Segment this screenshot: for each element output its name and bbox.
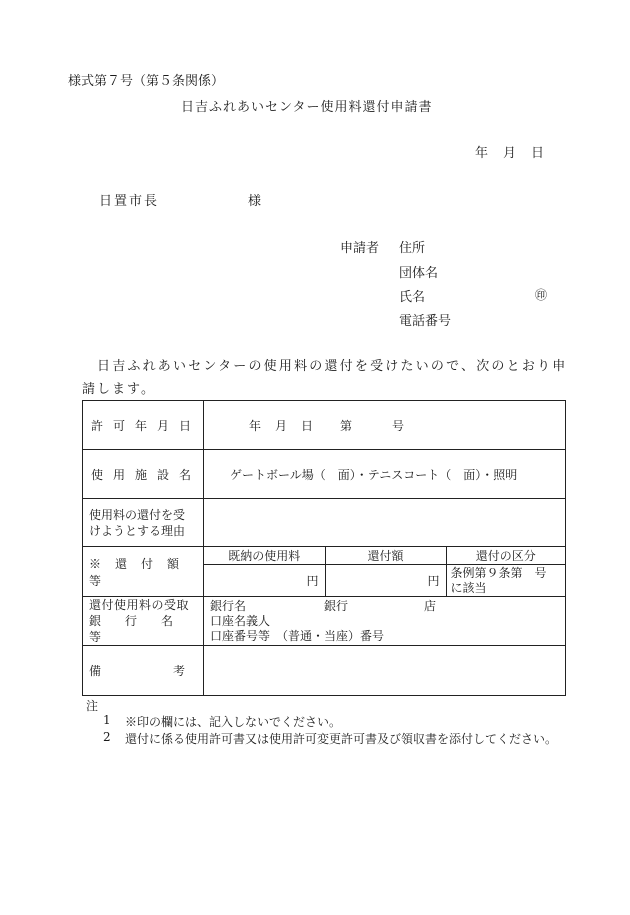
application-table: [82, 400, 566, 696]
note2-text: 還付に係る使用許可書又は使用許可変更許可書及び領収書を添付してください。: [125, 732, 558, 746]
body-text-line1: 日吉ふれあいセンターの使用料の還付を受けたいので、次のとおり申: [97, 359, 568, 374]
permit-date-field[interactable]: 年 月 日 第 号: [204, 401, 566, 450]
note2-number: 2: [103, 730, 111, 744]
category-line2: に該当: [450, 580, 487, 595]
seal-mark: ㊞: [535, 288, 548, 302]
applicant-address-label: 住所: [399, 241, 426, 256]
bank-label-line2: 銀 行 名 等: [89, 614, 198, 644]
note1-number: 1: [103, 713, 111, 727]
refund-header-paid: 既納の使用料: [204, 547, 325, 565]
refund-subtable: [204, 547, 565, 596]
reason-label-line2: けようとする理由: [89, 523, 186, 538]
account-holder-label: 口座名義人: [210, 614, 271, 628]
form-title: 日吉ふれあいセンター使用料還付申請書: [181, 100, 433, 115]
branch-suffix: 店: [424, 599, 437, 613]
remarks-field[interactable]: [204, 646, 566, 696]
facility-label: 使用施設名: [83, 450, 204, 499]
reason-label-line1: 使用料の還付を受: [89, 507, 186, 522]
bank-field[interactable]: [204, 597, 566, 646]
bank-name-label: 銀行名: [210, 599, 247, 613]
refund-row: [83, 547, 566, 597]
addressee-name: 日置市長: [99, 194, 160, 209]
bank-name-line: [210, 599, 565, 614]
reason-field[interactable]: [204, 499, 566, 547]
category-line1: 条例第９条第 号: [450, 565, 547, 580]
body-text-line2: 請します。: [82, 382, 156, 397]
notes-heading: 注: [86, 699, 99, 713]
refund-amount-yen: 円: [427, 574, 440, 588]
refund-label: ※ 還 付 額 等: [83, 547, 204, 597]
applicant-name-label: 氏名: [399, 290, 426, 305]
facility-row: [83, 450, 566, 499]
paid-fee-yen: 円: [306, 574, 319, 588]
bank-label-line1: 還付使用料の受取: [89, 598, 190, 612]
account-number-label: 口座番号等 （普通・当座）番号: [210, 629, 385, 643]
remarks-label: 備 考: [83, 646, 204, 696]
permit-date-label: 許可年月日: [83, 401, 204, 450]
refund-header-amount: 還付額: [325, 547, 446, 565]
applicant-label: 申請者: [340, 241, 380, 256]
refund-category-field[interactable]: [446, 565, 565, 597]
permit-date-row: [83, 401, 566, 450]
refund-header-category: 還付の区分: [446, 547, 565, 565]
reason-row: [83, 499, 566, 547]
form-number: 様式第７号（第５条関係）: [68, 74, 225, 89]
paid-fee-field[interactable]: [204, 565, 325, 597]
reason-label: [83, 499, 204, 547]
applicant-group-label: 団体名: [399, 266, 439, 281]
note1-text: ※印の欄には、記入しないでください。: [125, 715, 342, 729]
remarks-row: [83, 646, 566, 696]
bank-label: [83, 597, 204, 646]
refund-amount-field[interactable]: [325, 565, 446, 597]
facility-field[interactable]: ゲートボール場（ 面）・テニスコート（ 面）・照明: [204, 450, 566, 499]
bank-suffix: 銀行: [324, 599, 349, 613]
refund-cell: [204, 547, 566, 597]
date-line: 年 月 日: [475, 146, 546, 161]
addressee-honorific: 様: [248, 194, 262, 209]
applicant-phone-label: 電話番号: [399, 314, 452, 329]
bank-row: [83, 597, 566, 646]
